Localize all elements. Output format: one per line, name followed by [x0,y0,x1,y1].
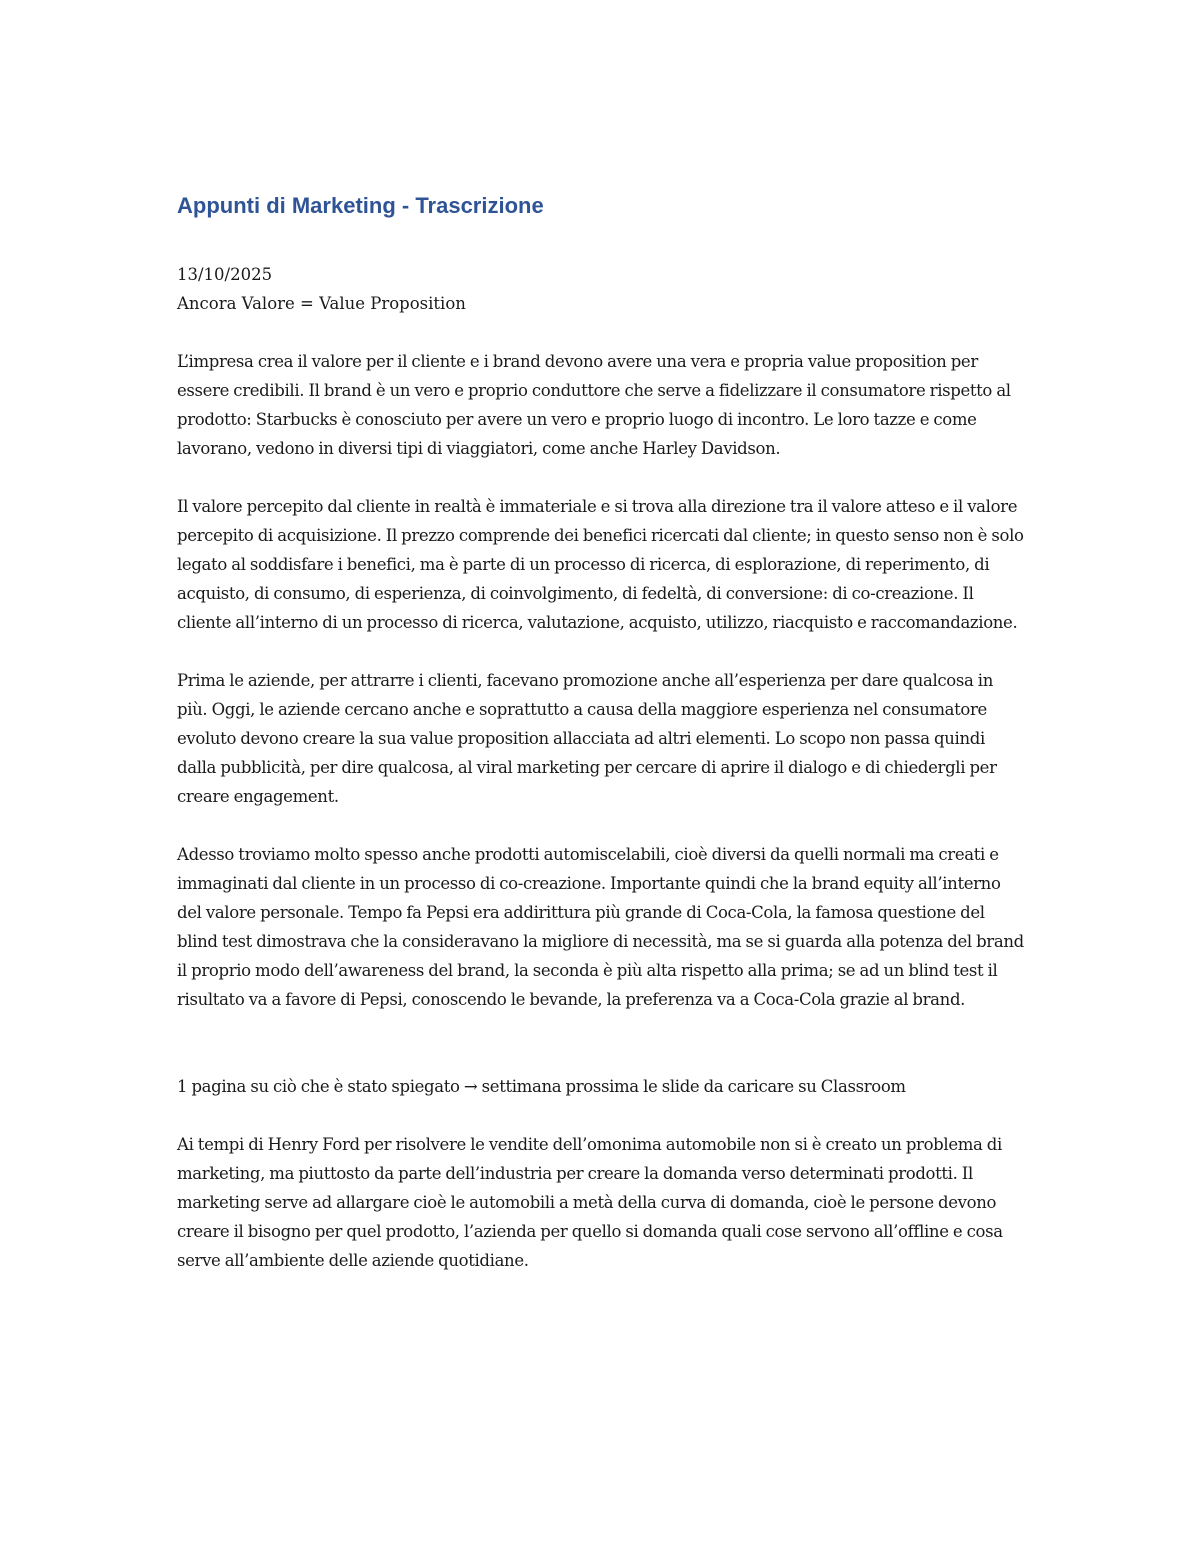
document-title: Appunti di Marketing - Trascrizione [177,193,544,218]
document-header-info [177,260,1027,318]
paragraph-2: Il valore percepito dal cliente in realtà è immateriale e si trova alla direzione tra il valore atteso e il valore percepito di acquisizione. Il prezzo comprende dei benefici ricercati dal cliente; in questo senso non è solo legato al soddisfare i benefici, ma è parte di un processo di ricerca, di esplorazione, di reperimento, di acquisto, di consumo, di esperienza, di coinvolgimento, di fedeltà, di conversione: di co-creazione. Il cliente all’interno di un processo di ricerca, valutazione, acquisto, utilizzo, riacquisto e raccomandazione. [177,497,1024,632]
document-date: 13/10/2025 [177,265,273,284]
paragraph-1: L’impresa crea il valore per il cliente e i brand devono avere una vera e propria value proposition per essere credibili. Il brand è un vero e proprio conduttore che serve a fidelizzare il consumatore rispetto al prodotto: Starbucks è conosciuto per avere un vero e proprio luogo di incontro. Le loro tazze e come lavorano, vedono in diversi tipi di viaggiatori, come anche Harley Davidson. [177,352,1011,458]
paragraph-3: Prima le aziende, per attrarre i clienti, facevano promozione anche all’esperienza per dare qualcosa in più. Oggi, le aziende cercano anche e soprattutto a causa della maggiore esperienza nel consumatore evoluto devono creare la sua value proposition allacciata ad altri elementi. Lo scopo non passa quindi dalla pubblicità, per dire qualcosa, al viral marketing per cercare di aprire il dialogo e di chiedergli per creare engagement. [177,671,997,806]
document-subtitle: Ancora Valore = Value Proposition [177,294,466,313]
paragraph-4: Adesso troviamo molto spesso anche prodotti automiscelabili, cioè diversi da quelli normali ma creati e immaginati dal cliente in un processo di co-creazione. Importante quindi che la brand equity all’interno del valore personale. Tempo fa Pepsi era addirittura più grande di Coca-Cola, la famosa questione del blind test dimostrava che la consideravano la migliore di necessità, ma se si guarda alla potenza del brand il proprio modo dell’awareness del brand, la seconda è più alta rispetto alla prima; se ad un blind test il risultato va a favore di Pepsi, conoscendo le bevande, la preferenza va a Coca-Cola grazie al brand. [177,845,1024,1009]
document-body [177,190,1027,1275]
paragraph-5: Ai tempi di Henry Ford per risolvere le vendite dell’omonima automobile non si è creato un problema di marketing, ma piuttosto da parte dell’industria per creare la domanda verso determinati prodotti. Il marketing serve ad allargare cioè le automobili a metà della curva di domanda, cioè le persone devono creare il bisogno per quel prodotto, l’azienda per quello si domanda quali cose servono all’offline e cosa serve all’ambiente delle aziende quotidiane. [177,1135,1003,1270]
assignment-note: 1 pagina su ciò che è stato spiegato → settimana prossima le slide da caricare su Classroom [177,1077,906,1096]
